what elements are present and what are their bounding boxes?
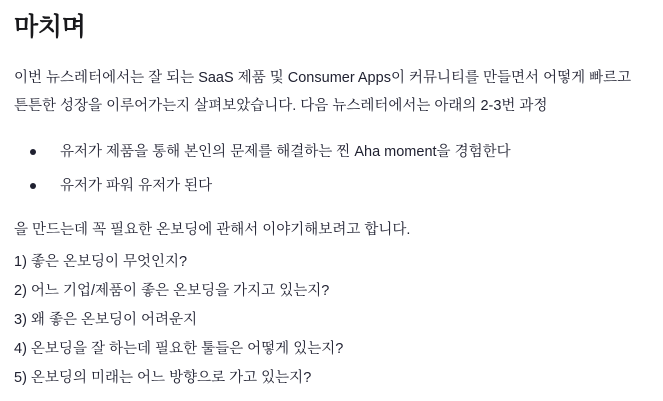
intro-paragraph: 이번 뉴스레터에서는 잘 되는 SaaS 제품 및 Consumer Apps이 커뮤니티를 만들면서 어떻게 빠르고 튼튼한 성장을 이루어가는지 살펴보았습니다. 다음 뉴스레터에서는 아래의 2-3번 과정 [14, 70, 632, 114]
list-item: 5) 온보딩의 미래는 어느 방향으로 가고 있는지? [14, 370, 312, 386]
bullet-item-text: 유저가 파워 유저가 된다 [60, 178, 213, 194]
list-item: 4) 온보딩을 잘 하는데 필요한 툴들은 어떻게 있는지? [14, 341, 344, 357]
list-item: 1) 좋은 온보딩이 무엇인지? [14, 254, 188, 270]
list-item [14, 138, 649, 166]
bullet-list [14, 138, 649, 200]
closing-paragraph: 을 만드는데 꼭 필요한 온보딩에 관해서 이야기해보려고 합니다. [14, 222, 411, 238]
bullet-item-text: 유저가 제품을 통해 본인의 문제를 해결하는 찐 Aha moment을 경험한다 [60, 144, 511, 160]
list-item: 3) 왜 좋은 온보딩이 어려운지 [14, 312, 198, 328]
page-title: 마치며 [14, 13, 86, 41]
list-item: 2) 어느 기업/제품이 좋은 온보딩을 가지고 있는지? [14, 283, 330, 299]
list-item [14, 172, 649, 200]
numbered-list [14, 248, 649, 393]
